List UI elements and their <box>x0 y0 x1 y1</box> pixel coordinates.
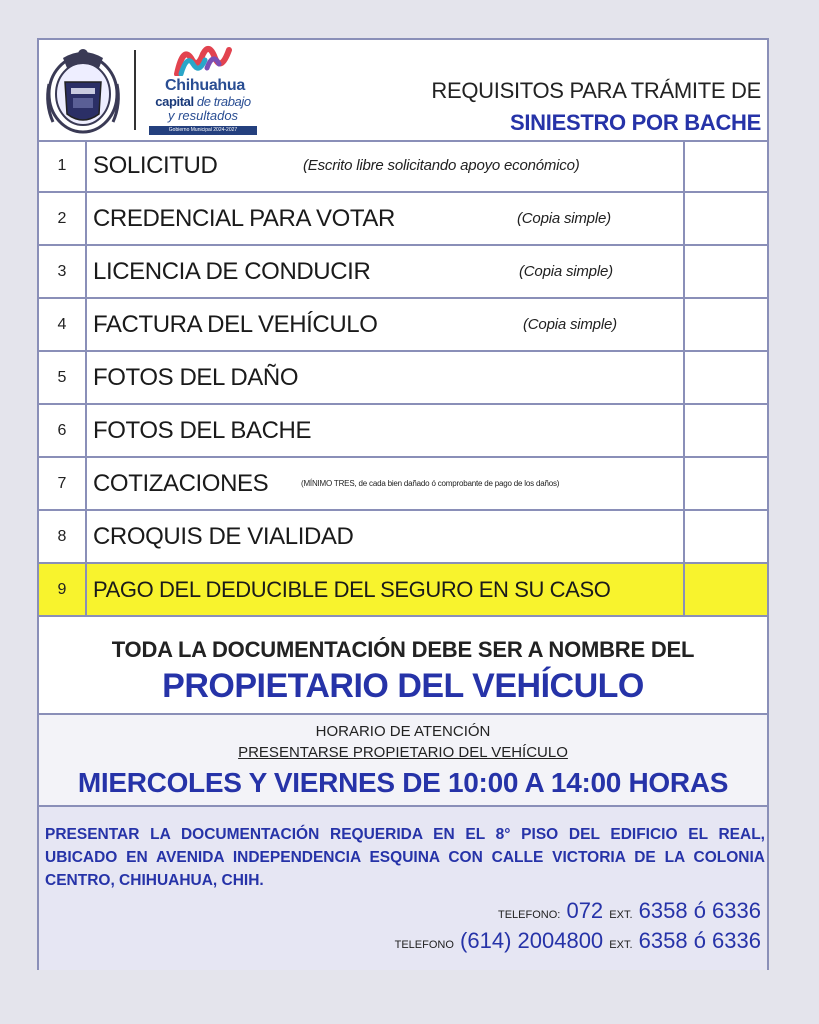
requirement-note: (Escrito libre solicitando apoyo económico) <box>303 157 580 174</box>
requirement-number: 2 <box>39 193 87 244</box>
requirement-number: 1 <box>39 140 87 191</box>
requirement-label: CREDENCIAL PARA VOTAR <box>93 204 395 232</box>
requirements-sheet <box>37 38 769 970</box>
requirement-number: 3 <box>39 246 87 297</box>
requirement-label: PAGO DEL DEDUCIBLE DEL SEGURO EN SU CASO <box>93 576 611 602</box>
requirement-check-cell <box>683 246 767 297</box>
brand-wave-icon <box>173 44 233 76</box>
hours-schedule: MIERCOLES Y VIERNES DE 10:00 A 14:00 HORAS <box>77 767 729 798</box>
phone-line-1: TELEFONO: 072 EXT. 6358 ó 6336 <box>497 898 761 923</box>
requirement-note: (Copia simple) <box>517 210 611 227</box>
documentation-notice <box>39 623 767 715</box>
page-title: REQUISITOS PARA TRÁMITE DE <box>431 78 761 103</box>
requirement-check-cell <box>683 193 767 244</box>
requirement-row <box>39 352 767 405</box>
requirement-row <box>39 246 767 299</box>
requirement-check-cell <box>683 405 767 456</box>
requirement-number: 6 <box>39 405 87 456</box>
documentation-line-2: PROPIETARIO DEL VEHÍCULO <box>162 667 644 705</box>
requirement-number: 8 <box>39 511 87 562</box>
requirement-number: 9 <box>39 564 87 615</box>
header <box>39 40 767 142</box>
office-hours <box>39 715 767 807</box>
requirement-row <box>39 193 767 246</box>
phone-line-2: TELEFONO (614) 2004800 EXT. 6358 ó 6336 <box>394 928 761 953</box>
requirement-check-cell <box>683 564 767 615</box>
requirement-row-highlighted <box>39 564 767 617</box>
requirement-check-cell <box>683 140 767 191</box>
requirements-list <box>39 140 767 617</box>
requirement-row <box>39 405 767 458</box>
requirement-note: (MÍNIMO TRES, de cada bien dañado ó comprobante de pago de los daños) <box>301 479 560 488</box>
requirement-note: (Copia simple) <box>519 263 613 280</box>
requirement-label: FOTOS DEL DAÑO <box>93 363 299 391</box>
city-seal-icon <box>43 44 123 136</box>
requirement-label: SOLICITUD <box>93 151 218 179</box>
requirement-check-cell <box>683 511 767 562</box>
requirement-row <box>39 140 767 193</box>
requirement-row <box>39 458 767 511</box>
requirement-check-cell <box>683 299 767 350</box>
brand-tagline-2: y resultados <box>167 108 239 123</box>
header-divider <box>134 50 136 130</box>
requirement-row <box>39 299 767 352</box>
brand-tagline: capital de trabajo <box>155 94 251 109</box>
requirement-number: 7 <box>39 458 87 509</box>
requirement-label: CROQUIS DE VIALIDAD <box>93 522 354 550</box>
address-text: PRESENTAR LA DOCUMENTACIÓN REQUERIDA EN EL 8° PISO DEL EDIFICIO EL REAL, UBICADO EN AVENIDA INDEPENDENCIA ESQUINA CON CALLE VICTORIA DE LA COLONIA CENTRO, CHIHUAHUA, CHIH. <box>45 826 765 889</box>
requirement-note: (Copia simple) <box>523 316 617 333</box>
requirement-label: FOTOS DEL BACHE <box>93 416 312 444</box>
chihuahua-brand-logo <box>143 44 263 136</box>
requirement-number: 5 <box>39 352 87 403</box>
requirement-check-cell <box>683 458 767 509</box>
requirement-label: FACTURA DEL VEHÍCULO <box>93 310 378 338</box>
requirement-check-cell <box>683 352 767 403</box>
brand-strip: Gobierno Municipal 2024-2027 <box>149 126 257 135</box>
requirement-label: COTIZACIONES <box>93 469 269 497</box>
requirement-label: LICENCIA DE CONDUCIR <box>93 257 371 285</box>
requirement-row <box>39 511 767 564</box>
hours-title: HORARIO DE ATENCIÓN <box>315 723 491 740</box>
page-subtitle: SINIESTRO POR BACHE <box>510 110 761 135</box>
documentation-line-1: TODA LA DOCUMENTACIÓN DEBE SER A NOMBRE DEL <box>111 637 695 662</box>
brand-name: Chihuahua <box>165 77 245 94</box>
hours-subtitle: PRESENTARSE PROPIETARIO DEL VEHÍCULO <box>238 744 568 761</box>
requirement-number: 4 <box>39 299 87 350</box>
